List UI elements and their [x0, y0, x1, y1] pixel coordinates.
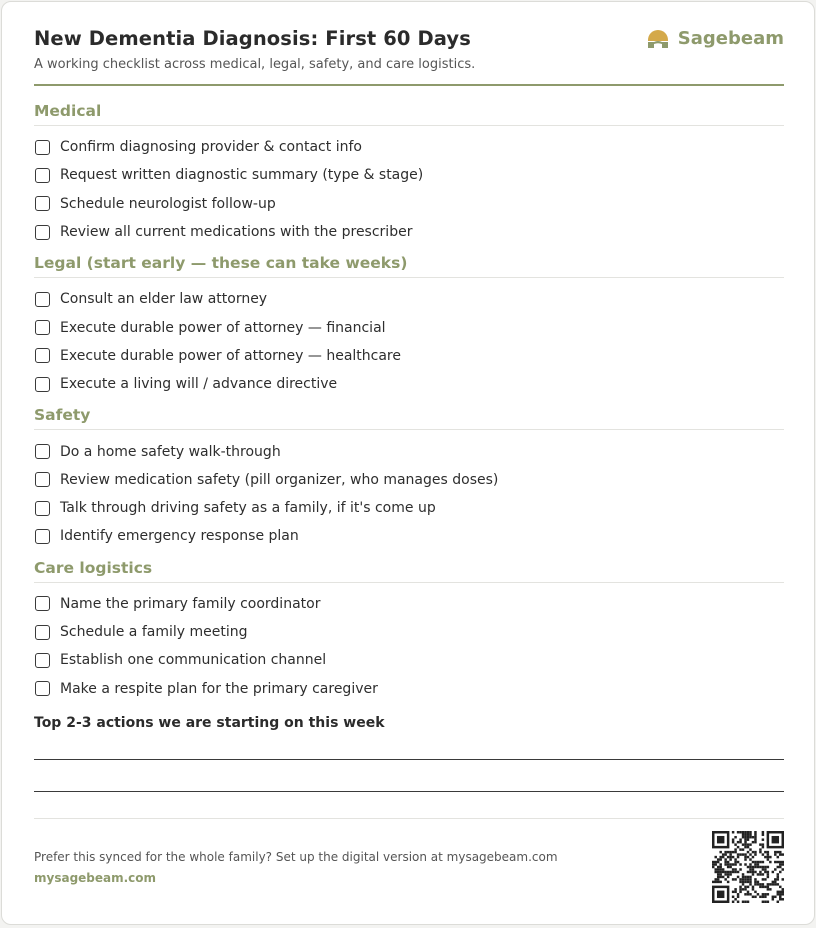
- checklist-section: [34, 254, 784, 398]
- checklist-item-label: Schedule neurologist follow-up: [60, 195, 276, 212]
- checklist-item: [34, 646, 784, 674]
- checklist-item-label: Name the primary family coordinator: [60, 595, 321, 612]
- checklist-item-label: Execute durable power of attorney — healthcare: [60, 347, 401, 364]
- checklist-section: [34, 406, 784, 550]
- footer-note: Prefer this synced for the whole family? Set up the digital version at mysagebeam.com: [34, 850, 558, 864]
- section-title: Care logistics: [34, 559, 784, 583]
- checkbox[interactable]: [35, 653, 50, 668]
- action-line-2[interactable]: [34, 791, 784, 792]
- sun-arch-logo-icon: [647, 29, 669, 49]
- checklist-item: [34, 370, 784, 398]
- checklist-item-label: Schedule a family meeting: [60, 624, 248, 640]
- checklist-section: [34, 102, 784, 246]
- page-title: New Dementia Diagnosis: First 60 Days: [34, 27, 471, 50]
- checklist-item: [34, 161, 784, 189]
- qr-code-icon: [712, 831, 784, 903]
- header: [34, 26, 784, 86]
- section-title: Legal (start early — these can take weeks): [34, 254, 784, 278]
- checklist-item-label: Identify emergency response plan: [60, 528, 299, 545]
- checklist-item-label: Make a respite plan for the primary caregiver: [60, 680, 378, 697]
- checklist-item-label: Consult an elder law attorney: [60, 291, 268, 308]
- checkbox[interactable]: [35, 377, 50, 392]
- checklist-section: [34, 559, 784, 703]
- checklist-item: [34, 218, 784, 246]
- actions-title: Top 2-3 actions we are starting on this week: [34, 714, 385, 731]
- footer-link[interactable]: mysagebeam.com: [34, 871, 157, 885]
- checklist-item: [34, 466, 784, 494]
- checkbox[interactable]: [35, 681, 50, 696]
- checklist-item: [34, 313, 784, 341]
- checklist-body: [34, 26, 784, 792]
- checklist-item: [34, 522, 784, 550]
- checkbox[interactable]: [35, 292, 50, 307]
- section-title: Medical: [34, 102, 784, 126]
- checkbox[interactable]: [35, 625, 50, 640]
- checkbox[interactable]: [35, 501, 50, 516]
- checkbox[interactable]: [35, 348, 50, 363]
- checklist-item: [34, 437, 784, 465]
- checkbox[interactable]: [35, 140, 50, 155]
- checklist-item-label: Execute a living will / advance directive: [60, 376, 338, 393]
- checklist-item: [34, 133, 784, 161]
- page-subtitle: A working checklist across medical, legal, safety, and care logistics.: [34, 57, 476, 72]
- checklist-item-label: Talk through driving safety as a family, if it's come up: [60, 500, 436, 517]
- brand-name: Sagebeam: [677, 28, 784, 49]
- checklist-item: [34, 590, 784, 618]
- checkbox[interactable]: [35, 225, 50, 240]
- checkbox[interactable]: [35, 529, 50, 544]
- checklist-item-label: Establish one communication channel: [60, 652, 327, 669]
- checklist-item: [34, 674, 784, 702]
- action-line-1[interactable]: [34, 759, 784, 760]
- checklist-sections: [34, 102, 784, 703]
- checkbox[interactable]: [35, 444, 50, 459]
- brand: [647, 28, 784, 49]
- checkbox[interactable]: [35, 596, 50, 611]
- checklist-item-label: Request written diagnostic summary (type & stage): [60, 167, 424, 184]
- checklist-item: [34, 190, 784, 218]
- checkbox[interactable]: [35, 168, 50, 183]
- section-title: Safety: [34, 406, 784, 430]
- checklist-item-label: Review medication safety (pill organizer, who manages doses): [60, 471, 499, 488]
- checklist-item: [34, 618, 784, 646]
- checklist-item-label: Do a home safety walk-through: [60, 443, 281, 460]
- checklist-item: [34, 342, 784, 370]
- checklist-item-label: Execute durable power of attorney — financial: [60, 319, 386, 336]
- checkbox[interactable]: [35, 196, 50, 211]
- checklist-card: [1, 1, 815, 925]
- checklist-item: [34, 285, 784, 313]
- checklist-item-label: Review all current medications with the prescriber: [60, 224, 413, 241]
- checklist-item: [34, 494, 784, 522]
- footer: [34, 818, 784, 905]
- checklist-item-label: Confirm diagnosing provider & contact info: [60, 139, 362, 156]
- checkbox[interactable]: [35, 320, 50, 335]
- checkbox[interactable]: [35, 472, 50, 487]
